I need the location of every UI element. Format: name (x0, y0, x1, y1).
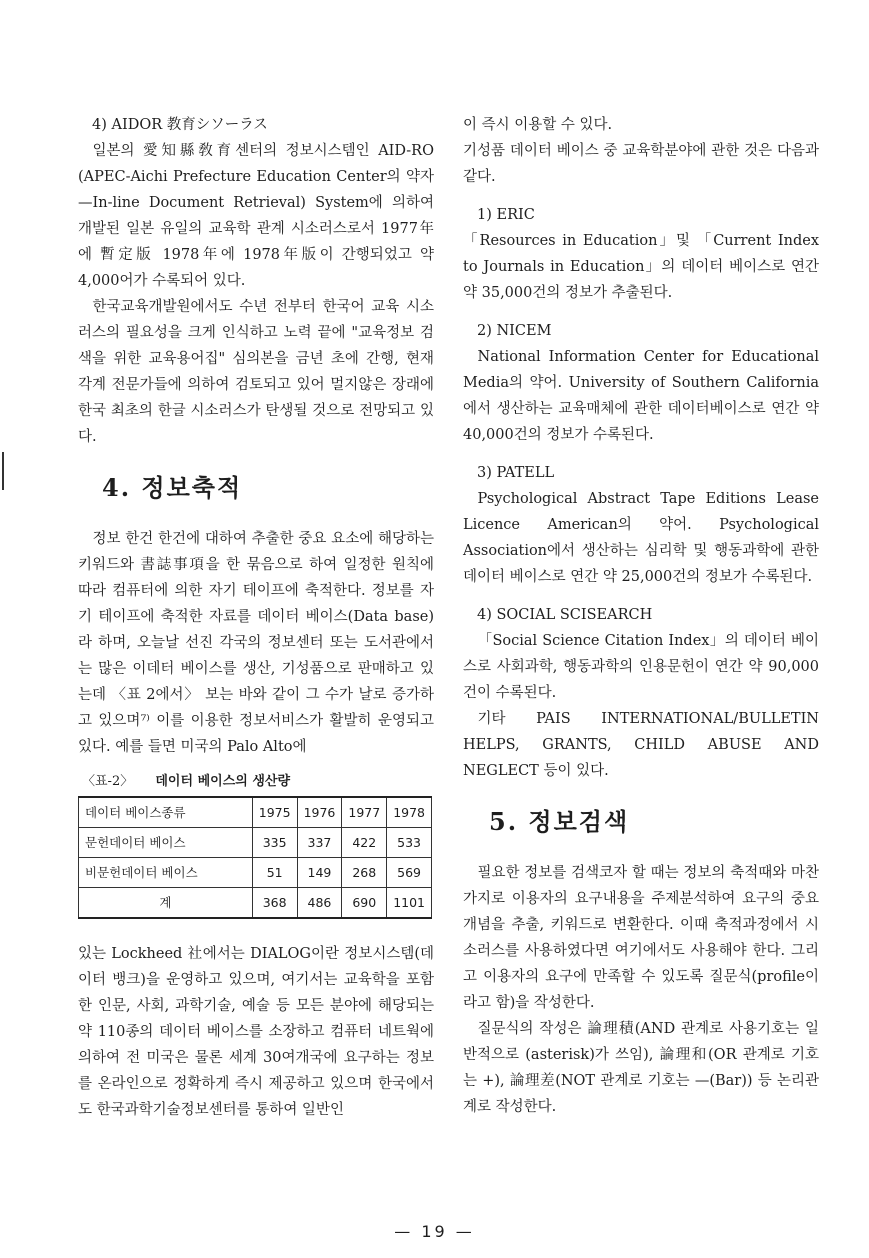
table-header-row (79, 797, 432, 828)
table-total-row (79, 888, 432, 919)
table-cell: 533 (387, 828, 432, 858)
lockheed-paragraph: 있는 Lockheed 社에서는 DIALOG이란 정보시스템(데이터 뱅크)을 운영하고 있으며, 여기서는 교육학을 포함한 인문, 사회, 과학기술, 예술 등 모든 분야에 해당되는 약 110종의 데이터 베이스를 소장하고 컴퓨터 네트웍에 의하여 전 미국은 물론 세계 30여개국에 요구하는 정보를 온라인으로 정확하게 즉시 제공하고 있으며 한국에서도 한국과학기술정보센터를 통하여 일반인 (78, 946, 434, 1118)
table-title: 데이터 베이스의 생산량 (155, 774, 291, 789)
database-production-table (78, 796, 432, 919)
aidor-paragraph: 일본의 愛知縣敎育센터의 정보시스템인 AID-RO (APEC-Aichi Prefecture Education Center의 약자—In-line Document Retrieval) System에 의하여 개발된 일본 유일의 교육학 관계 시소러스로서 1977年에 暫定版 1978年에 1978年版이 간행되었고 약 4,000어가 수록되어 있다. (78, 143, 434, 289)
patell-paragraph: Psychological Abstract Tape Editions Lease Licence American의 약어. Psychological Association에서 생산하는 심리학 및 행동과학에 관한 데이터 베이스로 연간 약 25,000건의 정보가 수록된다. (463, 491, 819, 585)
table-header-year: 1977 (342, 797, 387, 828)
table-cell: 368 (252, 888, 297, 919)
patell-heading: 3) PATELL (477, 465, 555, 481)
table-header-label: 데이터 베이스종류 (79, 797, 253, 828)
page-number: — 19 — (394, 1222, 475, 1241)
social-scisearch-paragraph: 「Social Science Citation Index」의 데이터 베이스로 사회과학, 행동과학의 인용문헌이 연간 약 90,000건이 수록된다. (463, 633, 819, 701)
section-4-title: 4. 정보축적 (102, 473, 243, 502)
eric-paragraph: 「Resources in Education」및 「Current Index to Journals in Education」의 데이터 베이스로 연간 약 35,000건의 정보가 추출된다. (463, 233, 819, 301)
eric-heading: 1) ERIC (477, 207, 535, 223)
table-cell: 422 (342, 828, 387, 858)
aidor-heading: 4) AIDOR 教育シソーラス (92, 117, 268, 133)
table-cell: 569 (387, 858, 432, 888)
table-cell: 486 (297, 888, 342, 919)
table-row-label: 비문헌데이터 베이스 (79, 858, 253, 888)
continuation-paragraph: 이 즉시 이용할 수 있다. (463, 117, 613, 133)
section-5-paragraph-1: 필요한 정보를 검색코자 할 때는 정보의 축적때와 마찬가지로 이용자의 요구내용을 주제분석하여 요구의 중요개념을 추출, 키워드로 변환한다. 이때 축적과정에서 시소러스를 사용하였다면 여기에서도 사용해야 한다. 그리고 이용자의 요구에 만족할 수 있도록 질문식(profile이라고 함)을 작성한다. (463, 865, 819, 1011)
table-number: 〈표-2〉 (82, 774, 134, 789)
table-cell: 1101 (387, 888, 432, 919)
table-row (79, 858, 432, 888)
table-total-label: 계 (79, 888, 253, 919)
nicem-paragraph: National Information Center for Educational Media의 약어. University of Southern California에서 생산하는 교육매체에 관한 데이터베이스로 연간 약 40,000건의 정보가 수록된다. (463, 349, 819, 443)
korea-thesaurus-paragraph: 한국교육개발원에서도 수년 전부터 한국어 교육 시소러스의 필요성을 크게 인식하고 노력 끝에 "교육정보 검색을 위한 교육용어집" 심의본을 금년 초에 간행, 현재 각계 전문가들에 의하여 검토되고 있어 멀지않은 장래에 한국 최초의 한글 시소러스가 탄생될 것으로 전망되고 있다. (78, 299, 434, 445)
table-header-year: 1976 (297, 797, 342, 828)
table-cell: 690 (342, 888, 387, 919)
intro-paragraph: 기성품 데이터 베이스 중 교육학분야에 관한 것은 다음과 같다. (463, 143, 819, 185)
nicem-heading: 2) NICEM (477, 323, 552, 339)
table-row (79, 828, 432, 858)
margin-mark (2, 452, 4, 490)
table-row-label: 문헌데이터 베이스 (79, 828, 253, 858)
others-paragraph: 기타 PAIS INTERNATIONAL/BULLETIN HELPS, GRANTS, CHILD ABUSE AND NEGLECT 등이 있다. (463, 711, 819, 779)
table-cell: 268 (342, 858, 387, 888)
section-5-paragraph-2: 질문식의 작성은 論理積(AND 관계로 사용기호는 일반적으로 (asterisk)가 쓰임), 論理和(OR 관계로 기호는 +), 論理差(NOT 관계로 기호는 —(Bar)) 등 논리관계로 작성한다. (463, 1021, 819, 1115)
table-cell: 51 (252, 858, 297, 888)
table-caption (82, 772, 434, 792)
table-header-year: 1975 (252, 797, 297, 828)
table-header-year: 1978 (387, 797, 432, 828)
section-5-title: 5. 정보검색 (489, 807, 630, 836)
right-column (463, 112, 819, 1120)
left-column (78, 112, 434, 1123)
table-cell: 335 (252, 828, 297, 858)
table-cell: 337 (297, 828, 342, 858)
social-scisearch-heading: 4) SOCIAL SCISEARCH (477, 607, 653, 623)
section-4-paragraph: 정보 한건 한건에 대하여 추출한 중요 요소에 해당하는 키워드와 書誌事項을 한 묶음으로 하여 일정한 원칙에 따라 컴퓨터에 의한 자기 테이프에 축적한다. 정보를 자기 테이프에 축적한 자료를 데이터 베이스(Data base)라 하며, 오늘날 선진 각국의 정보센터 또는 도서관에서는 많은 이데터 베이스를 생산, 기성품으로 판매하고 있는데 〈표 2에서〉 보는 바와 같이 그 수가 날로 증가하고 있으며⁷⁾ 이를 이용한 정보서비스가 활발히 운영되고 있다. 예를 들면 미국의 Palo Alto에 (78, 531, 434, 755)
table-cell: 149 (297, 858, 342, 888)
